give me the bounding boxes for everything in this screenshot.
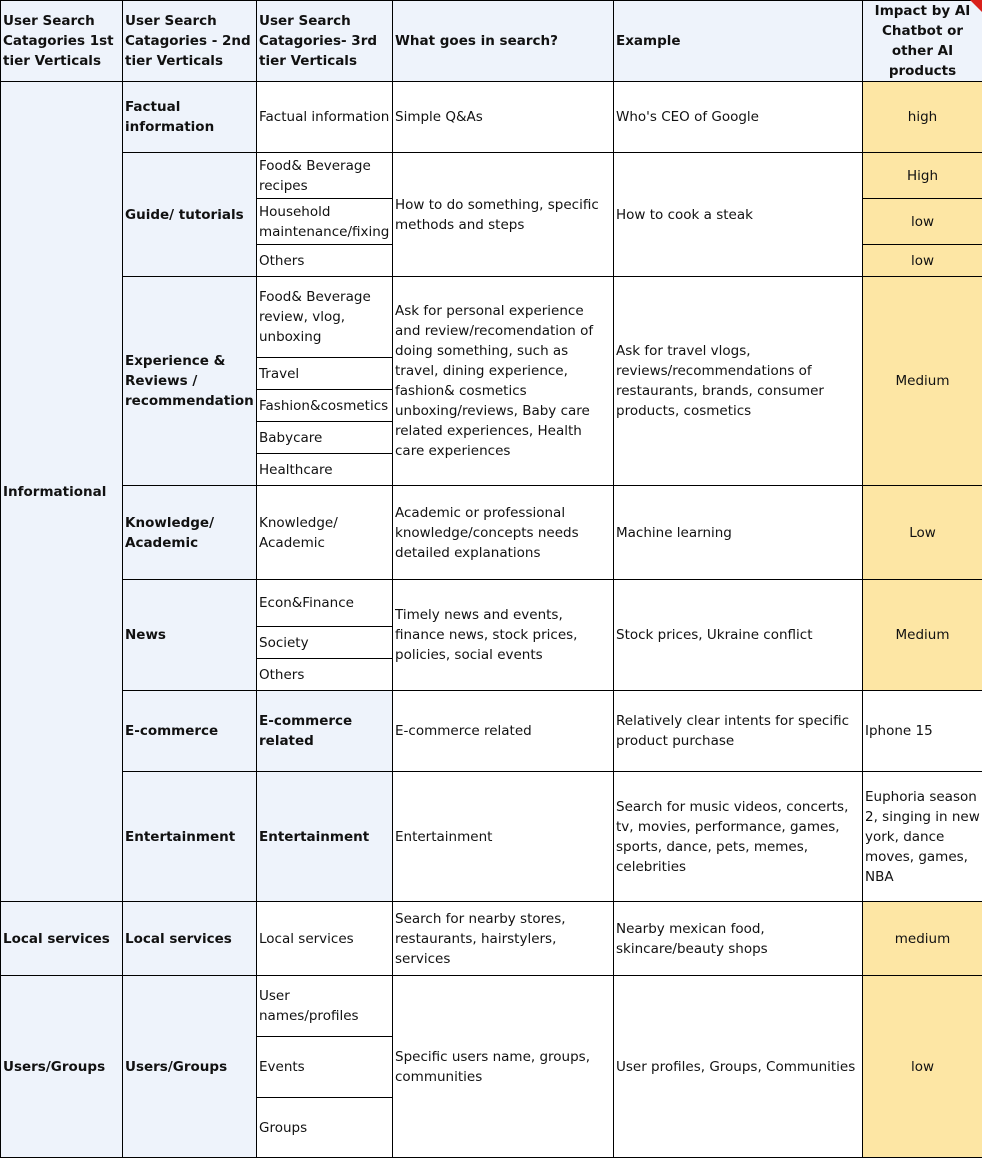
table-row (1, 902, 982, 976)
what-ecommerce: Relatively clear intents for specific product purchase (614, 691, 863, 772)
tier3-ecommerce: E-commerce related (393, 691, 614, 772)
tier3-guide-household: Household maintenance/fixing (257, 199, 393, 245)
tier3-entertainment: Entertainment (393, 772, 614, 902)
what-experience: Ask for personal experience and review/recomendation of doing something, such as travel, dining experience, fashion& cosmetics unboxing/reviews, Baby care related experiences, Health care experiences (393, 277, 614, 486)
header-tier1: User Search Catagories 1st tier Verticals (1, 1, 123, 82)
tier3-users-groups: Groups (257, 1098, 393, 1158)
tier3-news-society: Society (257, 627, 393, 659)
tier1-informational: Informational (1, 82, 123, 902)
header-impact: Impact by AI Chatbot or other AI products (863, 1, 982, 82)
what-local: Search for nearby stores, restaurants, hairstylers, services (393, 902, 614, 976)
what-factual: Simple Q&As (393, 82, 614, 153)
impact-users: low (863, 976, 982, 1158)
tier3-local: Local services (257, 902, 393, 976)
what-knowledge: Academic or professional knowledge/concepts needs detailed explanations (393, 486, 614, 580)
what-users: Specific users name, groups, communities (393, 976, 614, 1158)
table-row (1, 153, 982, 199)
table-row (1, 82, 982, 153)
tier3-experience-fashion: Fashion&cosmetics (257, 390, 393, 422)
table-row (1, 772, 982, 902)
example-ecommerce: Iphone 15 (863, 691, 982, 772)
tier3-experience-babycare: Babycare (257, 422, 393, 454)
tier2-factual: Factual information (123, 82, 257, 153)
table-row (1, 691, 982, 772)
tier3-users-profiles: User names/profiles (257, 976, 393, 1037)
tier2-users: Users/Groups (123, 976, 257, 1158)
example-entertainment: Euphoria season 2, singing in new york, dance moves, games, NBA (863, 772, 982, 902)
example-local: Nearby mexican food, skincare/beauty shops (614, 902, 863, 976)
what-entertainment: Search for music videos, concerts, tv, movies, performance, games, sports, dance, pets, memes, celebrities (614, 772, 863, 902)
example-news: Stock prices, Ukraine conflict (614, 580, 863, 691)
tier3-knowledge: Knowledge/ Academic (257, 486, 393, 580)
header-what: What goes in search? (393, 1, 614, 82)
tier3-experience-healthcare: Healthcare (257, 454, 393, 486)
table-row (1, 486, 982, 580)
comment-marker-icon (970, 0, 982, 12)
tier1-users: Users/Groups (1, 976, 123, 1158)
table-row (1, 580, 982, 627)
example-guide: How to cook a steak (614, 153, 863, 277)
tier1-local: Local services (1, 902, 123, 976)
tier3-news-others: Others (257, 659, 393, 691)
impact-factual: high (863, 82, 982, 153)
example-factual: Who's CEO of Google (614, 82, 863, 153)
header-tier3: User Search Catagories- 3rd tier Verticals (257, 1, 393, 82)
what-guide: How to do something, specific methods and steps (393, 153, 614, 277)
header-row (1, 1, 982, 82)
table-row (1, 976, 982, 1037)
impact-local: medium (863, 902, 982, 976)
header-tier2: User Search Catagories - 2nd tier Verticals (123, 1, 257, 82)
example-users: User profiles, Groups, Communities (614, 976, 863, 1158)
impact-guide-recipes: High (863, 153, 982, 199)
what-news: Timely news and events, finance news, stock prices, policies, social events (393, 580, 614, 691)
impact-experience: Medium (863, 277, 982, 486)
tier2-local: Local services (123, 902, 257, 976)
tier2-ecommerce: E-commerce related (257, 691, 393, 772)
tier2-news: News (123, 580, 257, 691)
tier3-users-events: Events (257, 1037, 393, 1098)
tier3-guide-recipes: Food& Beverage recipes (257, 153, 393, 199)
impact-knowledge: Low (863, 486, 982, 580)
tier1-ecommerce: E-commerce (123, 691, 257, 772)
impact-guide-others: low (863, 245, 982, 277)
tier3-experience-travel: Travel (257, 358, 393, 390)
tier3-experience-food: Food& Beverage review, vlog, unboxing (257, 277, 393, 358)
tier2-experience: Experience & Reviews / recommendation (123, 277, 257, 486)
table-row (1, 277, 982, 358)
tier3-news-econ: Econ&Finance (257, 580, 393, 627)
example-knowledge: Machine learning (614, 486, 863, 580)
example-experience: Ask for travel vlogs, reviews/recommendations of restaurants, brands, consumer products, cosmetics (614, 277, 863, 486)
tier2-entertainment: Entertainment (257, 772, 393, 902)
tier2-knowledge: Knowledge/ Academic (123, 486, 257, 580)
tier2-guide: Guide/ tutorials (123, 153, 257, 277)
impact-news: Medium (863, 580, 982, 691)
tier3-factual: Factual information (257, 82, 393, 153)
tier3-guide-others: Others (257, 245, 393, 277)
impact-guide-household: low (863, 199, 982, 245)
tier1-entertainment: Entertainment (123, 772, 257, 902)
header-example: Example (614, 1, 863, 82)
